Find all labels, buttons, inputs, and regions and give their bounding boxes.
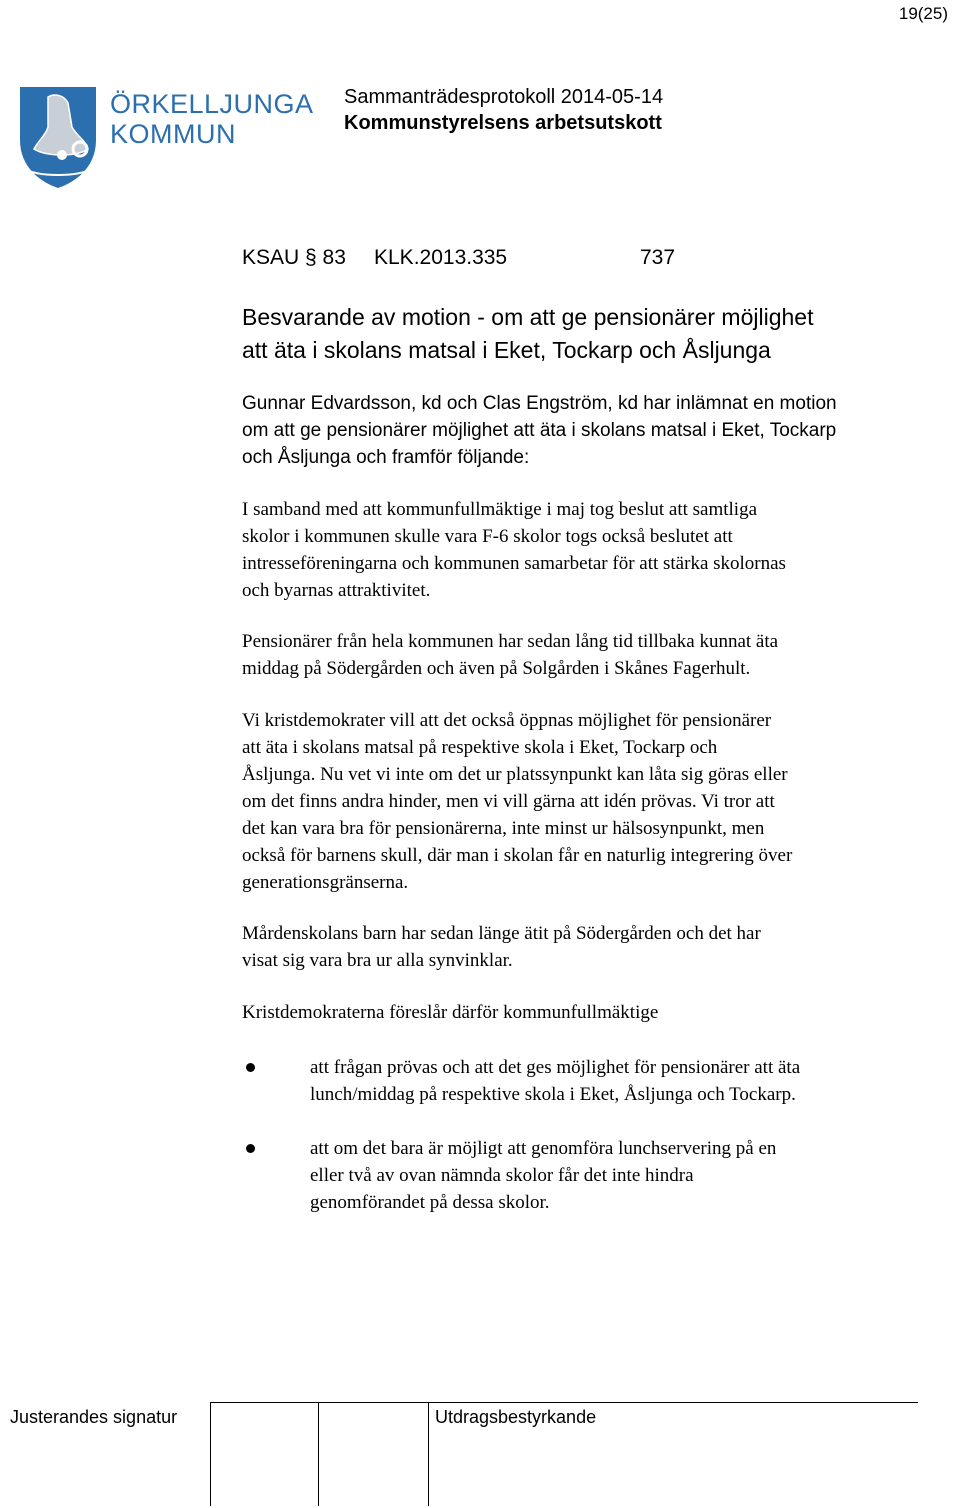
logo-text-line2: KOMMUN <box>110 119 236 149</box>
signature-label: Justerandes signatur <box>10 1407 178 1427</box>
signature-footer <box>10 1402 918 1506</box>
text-line: genomförandet på dessa skolor. <box>310 1192 550 1213</box>
case-number: KLK.2013.335 <box>374 246 508 269</box>
heading-line: att äta i skolans matsal i Eket, Tockarp och Åsljunga <box>242 337 771 363</box>
text-line: Mårdenskolans barn har sedan länge ätit på Södergården och det har <box>242 923 761 944</box>
extract-certification-label: Utdragsbestyrkande <box>435 1407 597 1427</box>
protocol-subtitle: Kommunstyrelsens arbetsutskott <box>344 112 662 134</box>
text-line: och Åsljunga och framför följande: <box>242 447 530 468</box>
text-line: det kan vara bra för pensionärerna, inte minst ur hälsosynpunkt, men <box>242 818 765 839</box>
bullet-icon <box>246 1144 255 1153</box>
text-line: också för barnens skull, där man i skolan får en naturlig integrering över <box>242 845 793 866</box>
footer-divider <box>210 1402 918 1403</box>
heading-line: Besvarande av motion - om att ge pensionärer möjlighet <box>242 304 814 330</box>
text-line: I samband med att kommunfullmäktige i maj tog beslut att samtliga <box>242 499 758 520</box>
text-line: middag på Södergården och även på Solgården i Skånes Fagerhult. <box>242 658 751 679</box>
municipality-logo <box>18 85 314 190</box>
document-number: 737 <box>640 246 676 269</box>
text-line: att om det bara är möjligt att genomföra lunchservering på en <box>310 1138 777 1159</box>
signature-box-divider <box>428 1402 429 1506</box>
text-line: Pensionärer från hela kommunen har sedan lång tid tillbaka kunnat äta <box>242 631 779 652</box>
text-line: lunch/middag på respektive skola i Eket, Åsljunga och Tockarp. <box>310 1084 796 1105</box>
text-line: och byarnas attraktivitet. <box>242 580 431 601</box>
paragraph <box>242 707 922 896</box>
text-line: Kristdemokraterna föreslår därför kommunfullmäktige <box>242 1002 659 1023</box>
ksau-paragraph: KSAU § 83 <box>242 246 346 269</box>
page-number: 19(25) <box>898 4 948 23</box>
text-line: att äta i skolans matsal på respektive skola i Eket, Tockarp och <box>242 737 718 758</box>
paragraph <box>242 999 922 1026</box>
protocol-title: Sammanträdesprotokoll 2014-05-14 <box>344 86 664 108</box>
text-line: Åsljunga. Nu vet vi inte om det ur platssynpunkt kan låta sig göras eller <box>242 764 788 785</box>
paragraph <box>242 628 922 682</box>
coat-of-arms-icon <box>18 85 108 190</box>
paragraph <box>242 496 922 604</box>
text-line: eller två av ovan nämnda skolor får det inte hindra <box>310 1165 694 1186</box>
text-line: att frågan prövas och att det ges möjlighet för pensionärer att äta <box>310 1057 801 1078</box>
signature-box-divider <box>210 1402 211 1506</box>
paragraph <box>242 920 922 974</box>
text-line: generationsgränserna. <box>242 872 409 893</box>
text-line: skolor i kommunen skulle vara F-6 skolor togs också beslutet att <box>242 526 733 547</box>
logo-text-line1: ÖRKELLJUNGA <box>110 89 314 119</box>
item-heading <box>242 301 932 367</box>
signature-box-divider <box>318 1402 319 1506</box>
paragraph-intro <box>242 390 922 471</box>
bullet-icon <box>246 1063 255 1072</box>
text-line: Gunnar Edvardsson, kd och Clas Engström, kd har inlämnat en motion <box>242 393 837 414</box>
text-line: om det finns andra hinder, men vi vill gärna att idén prövas. Vi tror att <box>242 791 775 812</box>
text-line: Vi kristdemokrater vill att det också öppnas möjlighet för pensionärer <box>242 710 772 731</box>
text-line: om att ge pensionärer möjlighet att äta i skolans matsal i Eket, Tockarp <box>242 420 837 441</box>
text-line: visat sig vara bra ur alla synvinklar. <box>242 950 513 971</box>
text-line: intresseföreningarna och kommunen samarbetar för att stärka skolornas <box>242 553 786 574</box>
